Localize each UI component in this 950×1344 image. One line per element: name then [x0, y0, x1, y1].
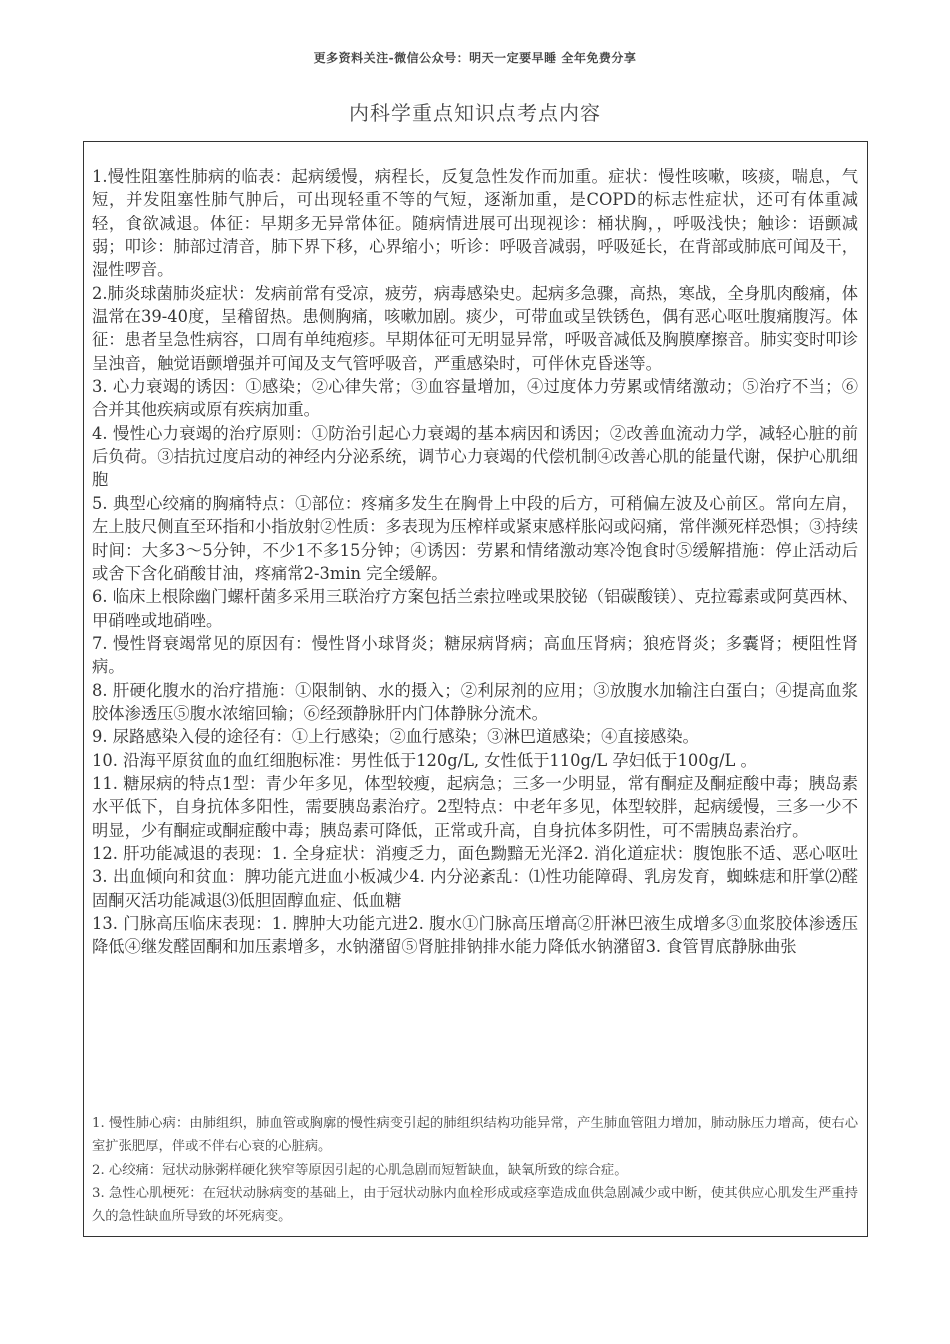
key-point-4: 4. 慢性心力衰竭的治疗原则：①防治引起心力衰竭的基本病因和诱因；②改善血流动力学，减轻心脏的前后负荷。③拮抗过度启动的神经内分泌系统，调节心力衰竭的代偿机制④改善心肌的能量代谢，保护心肌细胞	[92, 423, 858, 490]
definition-2: 2. 心绞痛：冠状动脉粥样硬化狭窄等原因引起的心肌急剧而短暂缺血，缺氧所致的综合症。	[92, 1162, 628, 1178]
key-point-3: 3. 心力衰竭的诱因：①感染；②心律失常；③血容量增加，④过度体力劳累或情绪激动；⑤治疗不当；⑥合并其他疾病或原有疾病加重。	[92, 377, 858, 420]
key-point-8: 8. 肝硬化腹水的治疗措施：①限制钠、水的摄入；②利尿剂的应用；③放腹水加输注白蛋白；④提高血浆胶体渗透压⑤腹水浓缩回输；⑥经颈静脉肝内门体静脉分流术。	[92, 680, 858, 723]
key-points-list	[92, 165, 858, 959]
key-point-12: 12. 肝功能减退的表现：1. 全身症状：消瘦乏力，面色黝黯无光泽2. 消化道症状：腹饱胀不适、恶心呕吐3. 出血倾向和贫血：脾功能亢进血小板减少4. 内分泌紊乱：⑴性功能障碍、乳房发育，蜘蛛痣和肝掌⑵醛固酮灭活功能减退⑶低胆固醇血症、低血糖	[92, 843, 858, 910]
key-point-7: 7. 慢性肾衰竭常见的原因有：慢性肾小球肾炎；糖尿病肾病；高血压肾病；狼疮肾炎；多囊肾；梗阻性肾病。	[92, 633, 858, 677]
definition-1: 1. 慢性肺心病：由肺组织，肺血管或胸廓的慢性病变引起的肺组织结构功能异常，产生肺血管阻力增加，肺动脉压力增高，使右心室扩张肥厚，伴或不伴右心衰的心脏病。	[92, 1116, 858, 1155]
key-point-9: 9. 尿路感染入侵的途径有：①上行感染；②血行感染；③淋巴道感染；④直接感染。	[92, 727, 699, 747]
key-point-5: 5. 典型心绞痛的胸痛特点：①部位：疼痛多发生在胸骨上中段的后方，可稍偏左波及心前区。常向左肩，左上肢尺侧直至环指和小指放射②性质：多表现为压榨样或紧束感样胀闷或闷痛，常伴濒死样恐惧；③持续时间：大多3～5分钟，不少1不多15分钟；④诱因：劳累和情绪激动寒冷饱食时⑤缓解措施：停止活动后或舍下含化硝酸甘油，疼痛常2-3min 完全缓解。	[92, 493, 858, 583]
key-point-1: 1.慢性阻塞性肺病的临表：起病缓慢，病程长，反复急性发作而加重。症状：慢性咳嗽，咳痰，喘息，气短，并发阻塞性肺气肿后，可出现轻重不等的气短，逐渐加重，是COPD的标志性症状，还可有体重减轻，食欲减退。体征：早期多无异常体征。随病情进展可出现视诊：桶状胸，，呼吸浅快；触诊：语颤减弱；叩诊：肺部过清音，肺下界下移，心界缩小；听诊：呼吸音减弱，呼吸延长，在背部或肺底可闻及干，湿性啰音。	[92, 167, 858, 280]
key-point-6: 6. 临床上根除幽门螺杆菌多采用三联治疗方案包括兰索拉唑或果胶铋（铝碳酸镁）、克拉霉素或阿莫西林、甲硝唑或地硝唑。	[92, 587, 858, 630]
key-point-2: 2.肺炎球菌肺炎症状：发病前常有受凉，疲劳，病毒感染史。起病多急骤，高热，寒战，全身肌肉酸痛，体温常在39-40度，呈稽留热。患侧胸痛，咳嗽加剧。痰少，可带血或呈铁锈色，偶有恶心呕吐腹痛腹泻。体征：患者呈急性病容，口周有单纯疱疹。早期体征可无明显异常，呼吸音减低及胸膜摩擦音。肺实变时叩诊呈浊音，触觉语颤增强并可闻及支气管呼吸音，严重感染时，可伴休克昏迷等。	[92, 283, 858, 373]
definitions-list	[92, 1112, 858, 1228]
key-point-13: 13. 门脉高压临床表现：1. 脾肿大功能亢进2. 腹水①门脉高压增高②肝淋巴液生成增多③血浆胶体渗透压降低④继发醛固酮和加压素增多，水钠潴留⑤肾脏排钠排水能力降低水钠潴留3. 食管胃底静脉曲张	[92, 914, 858, 957]
key-point-10: 10. 沿海平原贫血的血红细胞标准：男性低于120g/L, 女性低于110g/L 孕妇低于100g/L 。	[92, 750, 757, 770]
content-frame	[83, 141, 868, 1237]
definition-3: 3. 急性心肌梗死：在冠状动脉病变的基础上，由于冠状动脉内血栓形成或痉挛造成血供急剧减少或中断，使其供应心肌发生严重持久的急性缺血所导致的坏死病变。	[92, 1185, 858, 1225]
page-header-notice: 更多资料关注-微信公众号：明天一定要早睡 全年免费分享	[313, 51, 637, 65]
key-point-11: 11. 糖尿病的特点1型：青少年多见，体型较瘦，起病急；三多一少明显，常有酮症及酮症酸中毒；胰岛素水平低下，自身抗体多阳性，需要胰岛素治疗。2型特点：中老年多见，体型较胖，起病缓慢，三多一少不明显，少有酮症或酮症酸中毒；胰岛素可降低，正常或升高，自身抗体多阴性，可不需胰岛素治疗。	[92, 773, 858, 840]
document-title: 内科学重点知识点考点内容	[349, 101, 601, 125]
